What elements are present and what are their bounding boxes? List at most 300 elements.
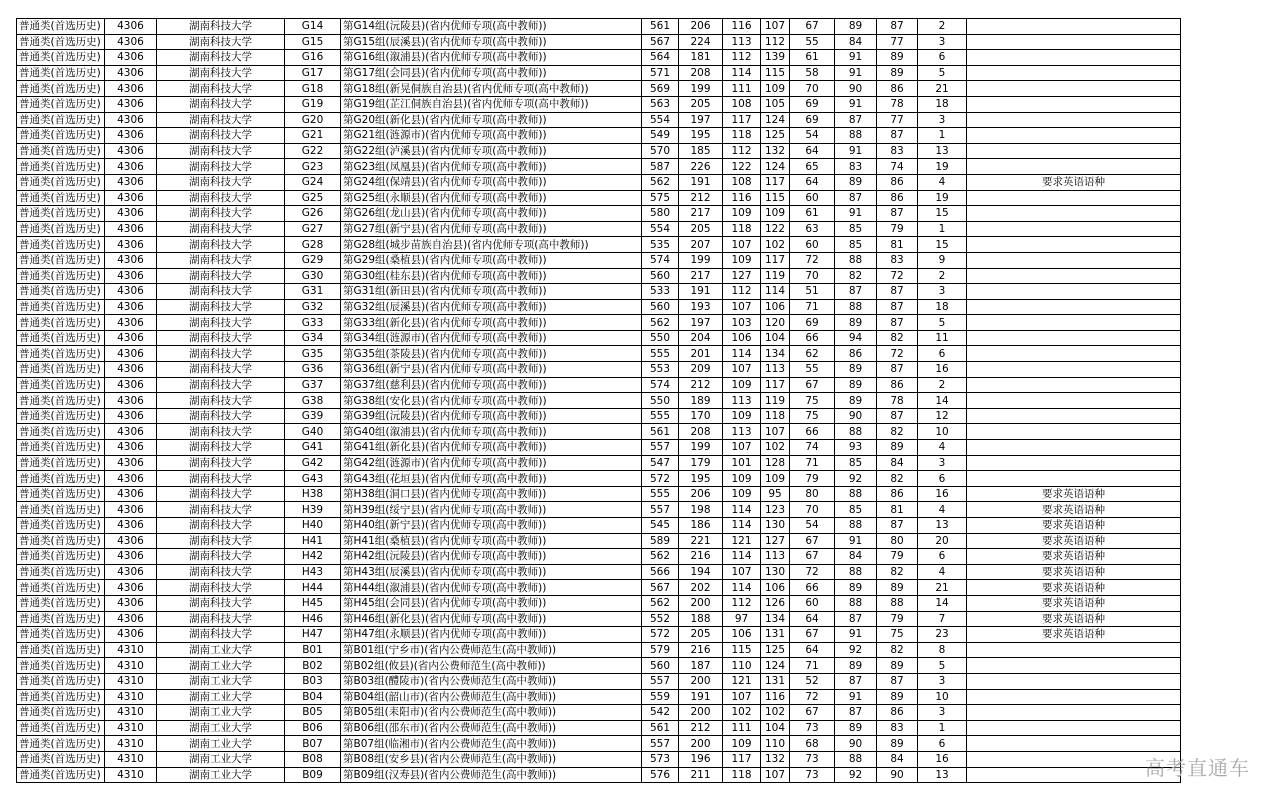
cell-english-score: 134 <box>761 346 790 362</box>
cell-code: 4310 <box>105 705 157 721</box>
cell-category: 普通类(首选历史) <box>17 65 105 81</box>
cell-group-code: B04 <box>285 689 341 705</box>
cell-group-code: G37 <box>285 377 341 393</box>
cell-code: 4306 <box>105 128 157 144</box>
cell-university: 湖南科技大学 <box>157 284 285 300</box>
cell-remark <box>967 159 1181 175</box>
cell-group-code: H40 <box>285 518 341 534</box>
cell-group-name: 第G19组(芷江侗族自治县)(省内优师专项(高中教师)) <box>341 96 642 112</box>
cell-group-name: 第H43组(辰溪县)(省内优师专项(高中教师)) <box>341 564 642 580</box>
table-row <box>17 19 1181 35</box>
cell-group-code: G30 <box>285 268 341 284</box>
cell-group-name: 第G16组(溆浦县)(省内优师专项(高中教师)) <box>341 50 642 66</box>
cell-history-score: 69 <box>790 315 835 331</box>
cell-history-score: 72 <box>790 252 835 268</box>
cell-history-score: 64 <box>790 642 835 658</box>
cell-code: 4310 <box>105 720 157 736</box>
cell-math-score: 121 <box>723 673 761 689</box>
cell-col-11: 90 <box>877 767 918 783</box>
cell-code: 4306 <box>105 486 157 502</box>
cell-math-score: 113 <box>723 34 761 50</box>
cell-group-name: 第G17组(会同县)(省内优师专项(高中教师)) <box>341 65 642 81</box>
cell-col-10: 92 <box>835 642 877 658</box>
cell-col-10: 85 <box>835 237 877 253</box>
cell-remark: 要求英语语种 <box>967 627 1181 643</box>
cell-category: 普通类(首选历史) <box>17 580 105 596</box>
cell-col-11: 87 <box>877 518 918 534</box>
cell-university: 湖南工业大学 <box>157 689 285 705</box>
cell-group-name: 第B09组(汉寿县)(省内公费师范生(高中教师)) <box>341 767 642 783</box>
cell-group-code: G36 <box>285 362 341 378</box>
table-row <box>17 346 1181 362</box>
cell-category: 普通类(首选历史) <box>17 408 105 424</box>
cell-university: 湖南科技大学 <box>157 221 285 237</box>
cell-chinese-score: 221 <box>679 533 723 549</box>
cell-rank-count: 16 <box>918 486 967 502</box>
cell-remark <box>967 190 1181 206</box>
cell-col-11: 89 <box>877 65 918 81</box>
cell-col-10: 88 <box>835 595 877 611</box>
table-row <box>17 673 1181 689</box>
cell-university: 湖南科技大学 <box>157 237 285 253</box>
cell-rank-count: 1 <box>918 720 967 736</box>
cell-remark <box>967 284 1181 300</box>
cell-rank-count: 18 <box>918 299 967 315</box>
cell-code: 4306 <box>105 206 157 222</box>
cell-code: 4310 <box>105 642 157 658</box>
cell-english-score: 106 <box>761 580 790 596</box>
cell-category: 普通类(首选历史) <box>17 299 105 315</box>
cell-math-score: 102 <box>723 705 761 721</box>
cell-university: 湖南科技大学 <box>157 518 285 534</box>
cell-rank-count: 4 <box>918 174 967 190</box>
cell-remark <box>967 65 1181 81</box>
cell-math-score: 111 <box>723 81 761 97</box>
cell-code: 4306 <box>105 424 157 440</box>
table-row <box>17 330 1181 346</box>
cell-col-10: 89 <box>835 315 877 331</box>
cell-group-name: 第G26组(龙山县)(省内优师专项(高中教师)) <box>341 206 642 222</box>
cell-col-10: 87 <box>835 611 877 627</box>
cell-math-score: 113 <box>723 393 761 409</box>
cell-university: 湖南工业大学 <box>157 751 285 767</box>
cell-group-name: 第H41组(桑植县)(省内优师专项(高中教师)) <box>341 533 642 549</box>
cell-english-score: 128 <box>761 455 790 471</box>
cell-code: 4310 <box>105 658 157 674</box>
cell-group-name: 第G18组(新晃侗族自治县)(省内优师专项(高中教师)) <box>341 81 642 97</box>
table-row <box>17 424 1181 440</box>
cell-chinese-score: 207 <box>679 237 723 253</box>
table-row <box>17 471 1181 487</box>
cell-col-11: 83 <box>877 720 918 736</box>
cell-chinese-score: 189 <box>679 393 723 409</box>
cell-university: 湖南科技大学 <box>157 533 285 549</box>
cell-rank-count: 7 <box>918 611 967 627</box>
cell-remark <box>967 128 1181 144</box>
cell-math-score: 109 <box>723 377 761 393</box>
cell-code: 4306 <box>105 159 157 175</box>
cell-category: 普通类(首选历史) <box>17 642 105 658</box>
cell-history-score: 69 <box>790 96 835 112</box>
cell-category: 普通类(首选历史) <box>17 190 105 206</box>
cell-remark <box>967 112 1181 128</box>
cell-rank-count: 5 <box>918 65 967 81</box>
cell-chinese-score: 181 <box>679 50 723 66</box>
cell-chinese-score: 205 <box>679 627 723 643</box>
cell-code: 4306 <box>105 393 157 409</box>
cell-english-score: 102 <box>761 237 790 253</box>
cell-group-code: G24 <box>285 174 341 190</box>
cell-university: 湖南科技大学 <box>157 455 285 471</box>
cell-math-score: 109 <box>723 471 761 487</box>
cell-university: 湖南科技大学 <box>157 330 285 346</box>
cell-category: 普通类(首选历史) <box>17 174 105 190</box>
cell-col-10: 82 <box>835 268 877 284</box>
cell-chinese-score: 216 <box>679 642 723 658</box>
table-row <box>17 128 1181 144</box>
cell-rank-count: 12 <box>918 408 967 424</box>
cell-col-11: 86 <box>877 486 918 502</box>
cell-history-score: 67 <box>790 627 835 643</box>
cell-category: 普通类(首选历史) <box>17 112 105 128</box>
cell-remark <box>967 206 1181 222</box>
cell-university: 湖南科技大学 <box>157 315 285 331</box>
table-row <box>17 580 1181 596</box>
cell-col-11: 89 <box>877 689 918 705</box>
cell-university: 湖南科技大学 <box>157 362 285 378</box>
cell-group-code: H43 <box>285 564 341 580</box>
cell-col-11: 87 <box>877 673 918 689</box>
cell-category: 普通类(首选历史) <box>17 315 105 331</box>
cell-total-score: 562 <box>642 174 679 190</box>
table-row <box>17 518 1181 534</box>
cell-rank-count: 4 <box>918 564 967 580</box>
cell-total-score: 587 <box>642 159 679 175</box>
cell-remark <box>967 19 1181 35</box>
table-row <box>17 689 1181 705</box>
cell-rank-count: 15 <box>918 237 967 253</box>
cell-category: 普通类(首选历史) <box>17 330 105 346</box>
cell-university: 湖南科技大学 <box>157 549 285 565</box>
cell-university: 湖南工业大学 <box>157 642 285 658</box>
cell-group-name: 第B06组(邵东市)(省内公费师范生(高中教师)) <box>341 720 642 736</box>
cell-rank-count: 5 <box>918 315 967 331</box>
cell-math-score: 106 <box>723 627 761 643</box>
cell-category: 普通类(首选历史) <box>17 362 105 378</box>
cell-code: 4306 <box>105 96 157 112</box>
cell-remark <box>967 252 1181 268</box>
cell-group-code: G29 <box>285 252 341 268</box>
cell-university: 湖南科技大学 <box>157 471 285 487</box>
cell-english-score: 139 <box>761 50 790 66</box>
cell-english-score: 112 <box>761 34 790 50</box>
cell-group-name: 第B02组(攸县)(省内公费师范生(高中教师)) <box>341 658 642 674</box>
cell-rank-count: 6 <box>918 50 967 66</box>
cell-col-10: 91 <box>835 627 877 643</box>
cell-category: 普通类(首选历史) <box>17 549 105 565</box>
cell-history-score: 67 <box>790 377 835 393</box>
cell-english-score: 109 <box>761 81 790 97</box>
table-row <box>17 284 1181 300</box>
cell-group-code: B01 <box>285 642 341 658</box>
cell-chinese-score: 205 <box>679 96 723 112</box>
cell-remark <box>967 736 1181 752</box>
cell-total-score: 554 <box>642 221 679 237</box>
cell-english-score: 127 <box>761 533 790 549</box>
cell-code: 4306 <box>105 362 157 378</box>
table-row <box>17 627 1181 643</box>
cell-math-score: 116 <box>723 19 761 35</box>
cell-rank-count: 19 <box>918 190 967 206</box>
cell-group-name: 第G40组(溆浦县)(省内优师专项(高中教师)) <box>341 424 642 440</box>
cell-total-score: 560 <box>642 268 679 284</box>
cell-category: 普通类(首选历史) <box>17 486 105 502</box>
cell-group-name: 第H47组(永顺县)(省内优师专项(高中教师)) <box>341 627 642 643</box>
cell-university: 湖南科技大学 <box>157 595 285 611</box>
table-row <box>17 751 1181 767</box>
cell-chinese-score: 198 <box>679 502 723 518</box>
cell-col-10: 90 <box>835 81 877 97</box>
cell-university: 湖南工业大学 <box>157 658 285 674</box>
cell-col-10: 85 <box>835 502 877 518</box>
cell-english-score: 115 <box>761 190 790 206</box>
cell-chinese-score: 199 <box>679 440 723 456</box>
cell-university: 湖南工业大学 <box>157 720 285 736</box>
cell-rank-count: 3 <box>918 112 967 128</box>
cell-english-score: 124 <box>761 159 790 175</box>
cell-english-score: 124 <box>761 112 790 128</box>
cell-chinese-score: 216 <box>679 549 723 565</box>
cell-col-10: 93 <box>835 440 877 456</box>
table-row <box>17 315 1181 331</box>
cell-chinese-score: 179 <box>679 455 723 471</box>
cell-rank-count: 4 <box>918 440 967 456</box>
cell-chinese-score: 208 <box>679 424 723 440</box>
cell-history-score: 75 <box>790 408 835 424</box>
cell-chinese-score: 202 <box>679 580 723 596</box>
cell-code: 4306 <box>105 65 157 81</box>
cell-col-11: 87 <box>877 284 918 300</box>
cell-remark <box>967 689 1181 705</box>
cell-total-score: 553 <box>642 362 679 378</box>
cell-group-name: 第G24组(保靖县)(省内优师专项(高中教师)) <box>341 174 642 190</box>
table-row <box>17 455 1181 471</box>
cell-chinese-score: 197 <box>679 315 723 331</box>
cell-group-name: 第G28组(城步苗族自治县)(省内优师专项(高中教师)) <box>341 237 642 253</box>
cell-chinese-score: 217 <box>679 206 723 222</box>
cell-code: 4306 <box>105 611 157 627</box>
cell-rank-count: 14 <box>918 595 967 611</box>
cell-group-name: 第G35组(茶陵县)(省内优师专项(高中教师)) <box>341 346 642 362</box>
cell-chinese-score: 212 <box>679 720 723 736</box>
cell-chinese-score: 170 <box>679 408 723 424</box>
cell-history-score: 70 <box>790 268 835 284</box>
table-row <box>17 767 1181 783</box>
cell-rank-count: 1 <box>918 221 967 237</box>
cell-group-code: H41 <box>285 533 341 549</box>
cell-history-score: 55 <box>790 362 835 378</box>
cell-group-code: B03 <box>285 673 341 689</box>
cell-history-score: 73 <box>790 720 835 736</box>
cell-total-score: 572 <box>642 627 679 643</box>
cell-english-score: 106 <box>761 299 790 315</box>
cell-english-score: 117 <box>761 377 790 393</box>
cell-col-10: 88 <box>835 486 877 502</box>
cell-code: 4306 <box>105 595 157 611</box>
cell-group-code: G25 <box>285 190 341 206</box>
cell-group-name: 第H39组(绥宁县)(省内优师专项(高中教师)) <box>341 502 642 518</box>
cell-group-code: G32 <box>285 299 341 315</box>
cell-chinese-score: 196 <box>679 751 723 767</box>
cell-university: 湖南科技大学 <box>157 393 285 409</box>
cell-english-score: 117 <box>761 252 790 268</box>
cell-code: 4306 <box>105 19 157 35</box>
cell-university: 湖南科技大学 <box>157 19 285 35</box>
cell-code: 4310 <box>105 736 157 752</box>
cell-col-11: 72 <box>877 268 918 284</box>
cell-group-code: B07 <box>285 736 341 752</box>
cell-col-10: 91 <box>835 143 877 159</box>
cell-col-11: 82 <box>877 564 918 580</box>
table-row <box>17 362 1181 378</box>
cell-total-score: 555 <box>642 346 679 362</box>
cell-col-10: 89 <box>835 19 877 35</box>
cell-col-11: 80 <box>877 533 918 549</box>
cell-col-11: 86 <box>877 377 918 393</box>
cell-code: 4306 <box>105 50 157 66</box>
cell-code: 4306 <box>105 533 157 549</box>
cell-group-name: 第G29组(桑植县)(省内优师专项(高中教师)) <box>341 252 642 268</box>
cell-col-11: 83 <box>877 252 918 268</box>
cell-col-10: 88 <box>835 252 877 268</box>
cell-col-10: 92 <box>835 471 877 487</box>
cell-code: 4306 <box>105 221 157 237</box>
cell-total-score: 570 <box>642 143 679 159</box>
cell-col-10: 89 <box>835 580 877 596</box>
cell-total-score: 542 <box>642 705 679 721</box>
cell-chinese-score: 200 <box>679 705 723 721</box>
cell-col-11: 84 <box>877 751 918 767</box>
cell-chinese-score: 217 <box>679 268 723 284</box>
cell-group-code: H38 <box>285 486 341 502</box>
table-row <box>17 65 1181 81</box>
cell-remark <box>967 455 1181 471</box>
cell-math-score: 117 <box>723 751 761 767</box>
cell-university: 湖南科技大学 <box>157 408 285 424</box>
cell-category: 普通类(首选历史) <box>17 518 105 534</box>
cell-math-score: 112 <box>723 284 761 300</box>
cell-university: 湖南科技大学 <box>157 486 285 502</box>
cell-history-score: 71 <box>790 299 835 315</box>
cell-total-score: 560 <box>642 299 679 315</box>
cell-chinese-score: 199 <box>679 252 723 268</box>
cell-university: 湖南科技大学 <box>157 81 285 97</box>
cell-code: 4306 <box>105 330 157 346</box>
table-row <box>17 268 1181 284</box>
cell-remark: 要求英语语种 <box>967 611 1181 627</box>
cell-col-10: 83 <box>835 159 877 175</box>
cell-total-score: 533 <box>642 284 679 300</box>
cell-group-name: 第G32组(辰溪县)(省内优师专项(高中教师)) <box>341 299 642 315</box>
cell-col-11: 81 <box>877 237 918 253</box>
cell-rank-count: 2 <box>918 268 967 284</box>
cell-remark <box>967 658 1181 674</box>
cell-total-score: 572 <box>642 471 679 487</box>
cell-total-score: 576 <box>642 767 679 783</box>
cell-english-score: 116 <box>761 689 790 705</box>
cell-chinese-score: 185 <box>679 143 723 159</box>
table-row <box>17 377 1181 393</box>
cell-group-code: G35 <box>285 346 341 362</box>
cell-english-score: 130 <box>761 564 790 580</box>
cell-remark <box>967 237 1181 253</box>
cell-history-score: 64 <box>790 143 835 159</box>
cell-english-score: 109 <box>761 471 790 487</box>
cell-english-score: 126 <box>761 595 790 611</box>
cell-col-10: 91 <box>835 96 877 112</box>
cell-english-score: 132 <box>761 751 790 767</box>
cell-col-11: 87 <box>877 362 918 378</box>
cell-group-name: 第G36组(新宁县)(省内优师专项(高中教师)) <box>341 362 642 378</box>
cell-remark <box>967 268 1181 284</box>
cell-history-score: 80 <box>790 486 835 502</box>
cell-col-10: 90 <box>835 408 877 424</box>
cell-rank-count: 11 <box>918 330 967 346</box>
cell-code: 4306 <box>105 315 157 331</box>
cell-col-10: 84 <box>835 34 877 50</box>
cell-history-score: 73 <box>790 767 835 783</box>
cell-rank-count: 16 <box>918 362 967 378</box>
cell-group-name: 第G23组(凤凰县)(省内优师专项(高中教师)) <box>341 159 642 175</box>
cell-english-score: 105 <box>761 96 790 112</box>
cell-code: 4306 <box>105 408 157 424</box>
cell-group-name: 第G39组(沅陵县)(省内优师专项(高中教师)) <box>341 408 642 424</box>
cell-group-code: G17 <box>285 65 341 81</box>
cell-group-code: H45 <box>285 595 341 611</box>
cell-history-score: 54 <box>790 518 835 534</box>
cell-remark <box>967 471 1181 487</box>
cell-category: 普通类(首选历史) <box>17 767 105 783</box>
cell-col-10: 91 <box>835 65 877 81</box>
cell-col-10: 87 <box>835 190 877 206</box>
cell-total-score: 545 <box>642 518 679 534</box>
cell-math-score: 109 <box>723 252 761 268</box>
cell-total-score: 557 <box>642 440 679 456</box>
cell-total-score: 571 <box>642 65 679 81</box>
cell-english-score: 102 <box>761 440 790 456</box>
cell-rank-count: 10 <box>918 689 967 705</box>
cell-rank-count: 6 <box>918 346 967 362</box>
cell-total-score: 579 <box>642 642 679 658</box>
cell-group-code: H47 <box>285 627 341 643</box>
cell-chinese-score: 199 <box>679 81 723 97</box>
cell-code: 4306 <box>105 471 157 487</box>
cell-total-score: 550 <box>642 393 679 409</box>
cell-total-score: 569 <box>642 81 679 97</box>
cell-group-name: 第B08组(安乡县)(省内公费师范生(高中教师)) <box>341 751 642 767</box>
table-row <box>17 112 1181 128</box>
cell-code: 4306 <box>105 174 157 190</box>
cell-math-score: 114 <box>723 518 761 534</box>
cell-col-10: 87 <box>835 284 877 300</box>
cell-history-score: 52 <box>790 673 835 689</box>
cell-total-score: 555 <box>642 408 679 424</box>
cell-total-score: 574 <box>642 377 679 393</box>
cell-english-score: 107 <box>761 19 790 35</box>
cell-code: 4306 <box>105 143 157 159</box>
cell-english-score: 95 <box>761 486 790 502</box>
cell-chinese-score: 195 <box>679 471 723 487</box>
